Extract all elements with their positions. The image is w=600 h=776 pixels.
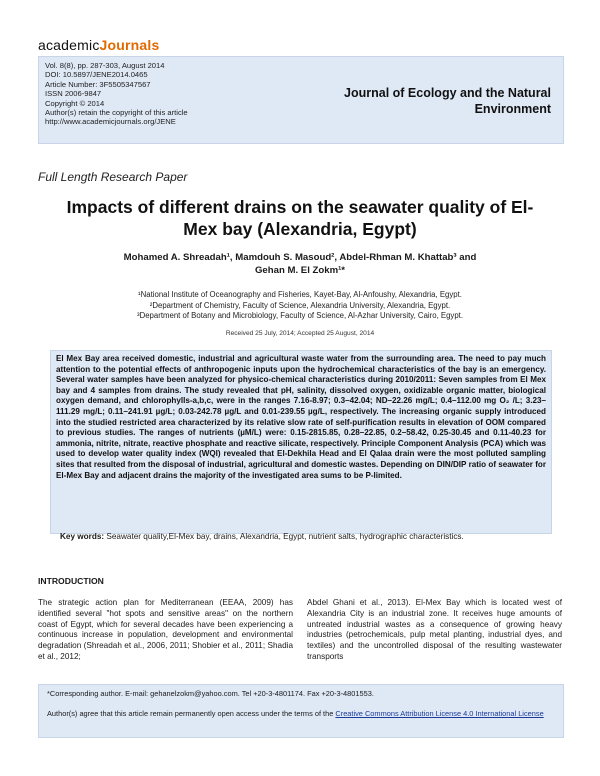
affiliation-2: ²Department of Chemistry, Faculty of Science, Alexandria University, Alexandria, Egypt. — [149, 300, 451, 310]
publisher-logo — [38, 37, 159, 53]
license-statement — [47, 709, 555, 719]
introduction-heading: INTRODUCTION — [38, 576, 104, 586]
corresponding-author: *Corresponding author. E-mail: gehanelzokm@yahoo.com. Tel +20-3-4801174. Fax +20-3-4801553. — [47, 689, 374, 698]
meta-doi: DOI: 10.5897/JENE2014.0465 — [45, 70, 148, 80]
abstract-text: El Mex Bay area received domestic, industrial and agricultural waste water from the surrounding area. The need to pay much attention to the potential effects of anthropogenic inputs upon the hydrochemical characteristics of the bay is an emergency. Several water samples have been analyzed for physico-chemical characteristics during 2010/2011: Seven samples from El Mex bay and 4 samples from drains. The study revealed that pH, salinity, dissolved oxygen, oxidizable organic matter, biological oxygen demand, and chlorophylls-a,b,c, were in the ranges 7.16-8.97; 0.3–42.04; ND–22.26 mg/L; 0.4–112.00 mg O₂ /L; 3.23–111.29 mg/L; 0.11–241.91 µg/L; 0.03-242.78 µg/L and 0.01-239.55 µg/L, respectively. The increasing organic supply introduced into the studied restricted area characterized by its relative slow rate of self-purification results in elevation of OOM compared to previous studies. The ranges of nutrients (µM/L) were: 0.15-2815.85, 0.28–22.85, 0.2–58.42, 0.25-30.45 and 0.11-40.23 for ammonia, nitrite, nitrate, reactive phosphate and reactive silicate, respectively. Principle Component Analysis (PCA) which was used to develop water quality index (WQI) revealed that El-Dekhila Head and El Qalaa drain were the most polluted sampling sites that resulted from the disposal of industrial, agricultural and domestic wastes. Depending on DIN/DIP ratio of seawater for El-Mex Bay and adjacent drains the majority of the investigated area sums to be P-limited. — [56, 354, 546, 480]
authors-line-2: Gehan M. El Zokm¹* — [254, 265, 346, 276]
meta-article-number: Article Number: 3F5505347567 — [45, 79, 151, 89]
footer-box — [38, 684, 564, 738]
logo-academic: academic — [38, 37, 100, 53]
abstract-box — [50, 350, 552, 534]
paper-title: Impacts of different drains on the seawater quality of El-Mex bay (Alexandria, Egypt) — [66, 197, 534, 239]
logo-journals: Journals — [99, 37, 160, 53]
affiliation-1: ¹National Institute of Oceanography and Fisheries, Kayet-Bay, Al-Anfoushy, Alexandria, Egypt. — [138, 290, 462, 299]
license-prefix: Author(s) agree that this article remain permanently open access under the terms of the — [47, 709, 336, 718]
authors — [70, 251, 530, 277]
journal-name: Journal of Ecology and the Natural Environment — [344, 86, 551, 116]
meta-rights: Author(s) retain the copyright of this article — [45, 108, 188, 118]
journal-info-box — [38, 56, 564, 144]
article-meta — [45, 61, 188, 127]
paper-type: Full Length Research Paper — [38, 170, 188, 184]
keywords-text: Seawater quality,El-Mex bay, drains, Alexandria, Egypt, nutrient salts, hydrographic characteristics. — [104, 532, 464, 541]
intro-column-left: The strategic action plan for Mediterranean (EEAA, 2009) has identified several "hot spots and sensitive areas" on the northern coast of Egypt, which for several decades have been experiencing a continuous increase in population, development and environmental degradation (Shreadah et al., 2006, 2011; Shobier et al., 2011; Shadia et al., 2012; — [38, 598, 293, 661]
affiliation-3: ³Department of Botany and Microbiology, Faculty of Science, Al-Azhar University, Cairo, Egypt. — [136, 311, 464, 321]
keywords — [60, 532, 544, 543]
meta-volume: Vol. 8(8), pp. 287-303, August 2014 — [45, 61, 165, 70]
license-link[interactable]: Creative Commons Attribution License 4.0 International License — [335, 709, 544, 718]
meta-issn: ISSN 2006-9847 — [45, 89, 102, 99]
received-accepted-dates: Received 25 July, 2014; Accepted 25 August, 2014 — [225, 330, 375, 337]
intro-column-right: Abdel Ghani et al., 2013). El-Mex Bay which is located west of Alexandria City is an industrial zone. It receives huge amounts of untreated industrial wastes as a consequence of growing heavy industries (petrochemicals, pulp metal planting, industrial dyes, and textiles) and the uncontrolled disposal of the resulting wastewater transports — [307, 598, 562, 661]
meta-url[interactable]: http://www.academicjournals.org/JENE — [45, 117, 176, 127]
authors-line-1: Mohamed A. Shreadah¹, Mamdouh S. Masoud², Abdel-Rhman M. Khattab³ and — [123, 252, 477, 263]
meta-copyright: Copyright © 2014 — [45, 98, 105, 108]
keywords-label: Key words: — [60, 532, 105, 541]
affiliations — [60, 290, 540, 322]
